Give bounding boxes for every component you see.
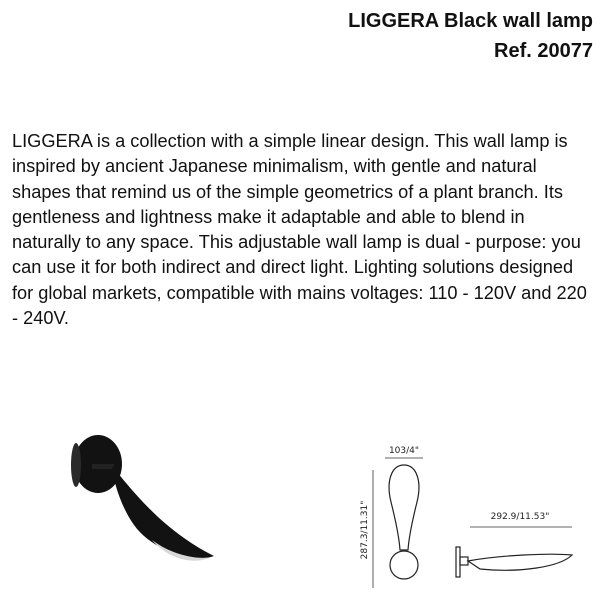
side-view-drawing bbox=[450, 505, 590, 585]
product-reference: Ref. 20077 bbox=[494, 40, 593, 62]
front-view-drawing bbox=[355, 440, 435, 590]
side-depth-label: 292.9/11.53" bbox=[490, 512, 550, 522]
front-width-label: 103/4" bbox=[388, 446, 420, 456]
product-title: LIGGERA Black wall lamp bbox=[348, 10, 593, 32]
product-description: LIGGERA is a collection with a simple linear design. This wall lamp is inspired by ancient Japanese minimalism, with gentle and natural shapes that remind us of the simple geometrics of a plant branch. Its gentleness and lightness make it adaptable and able to blend in naturally to any space. This adjustable wall lamp is dual - purpose: you can use it for both indirect and direct light. Lighting solutions designed for global markets, compatible with mains voltages: 110 - 120V and 220 - 240V. bbox=[12, 131, 587, 329]
product-title-block bbox=[348, 6, 593, 66]
lamp-photo bbox=[52, 430, 222, 570]
front-height-label: 287.3/11.31" bbox=[360, 500, 370, 560]
